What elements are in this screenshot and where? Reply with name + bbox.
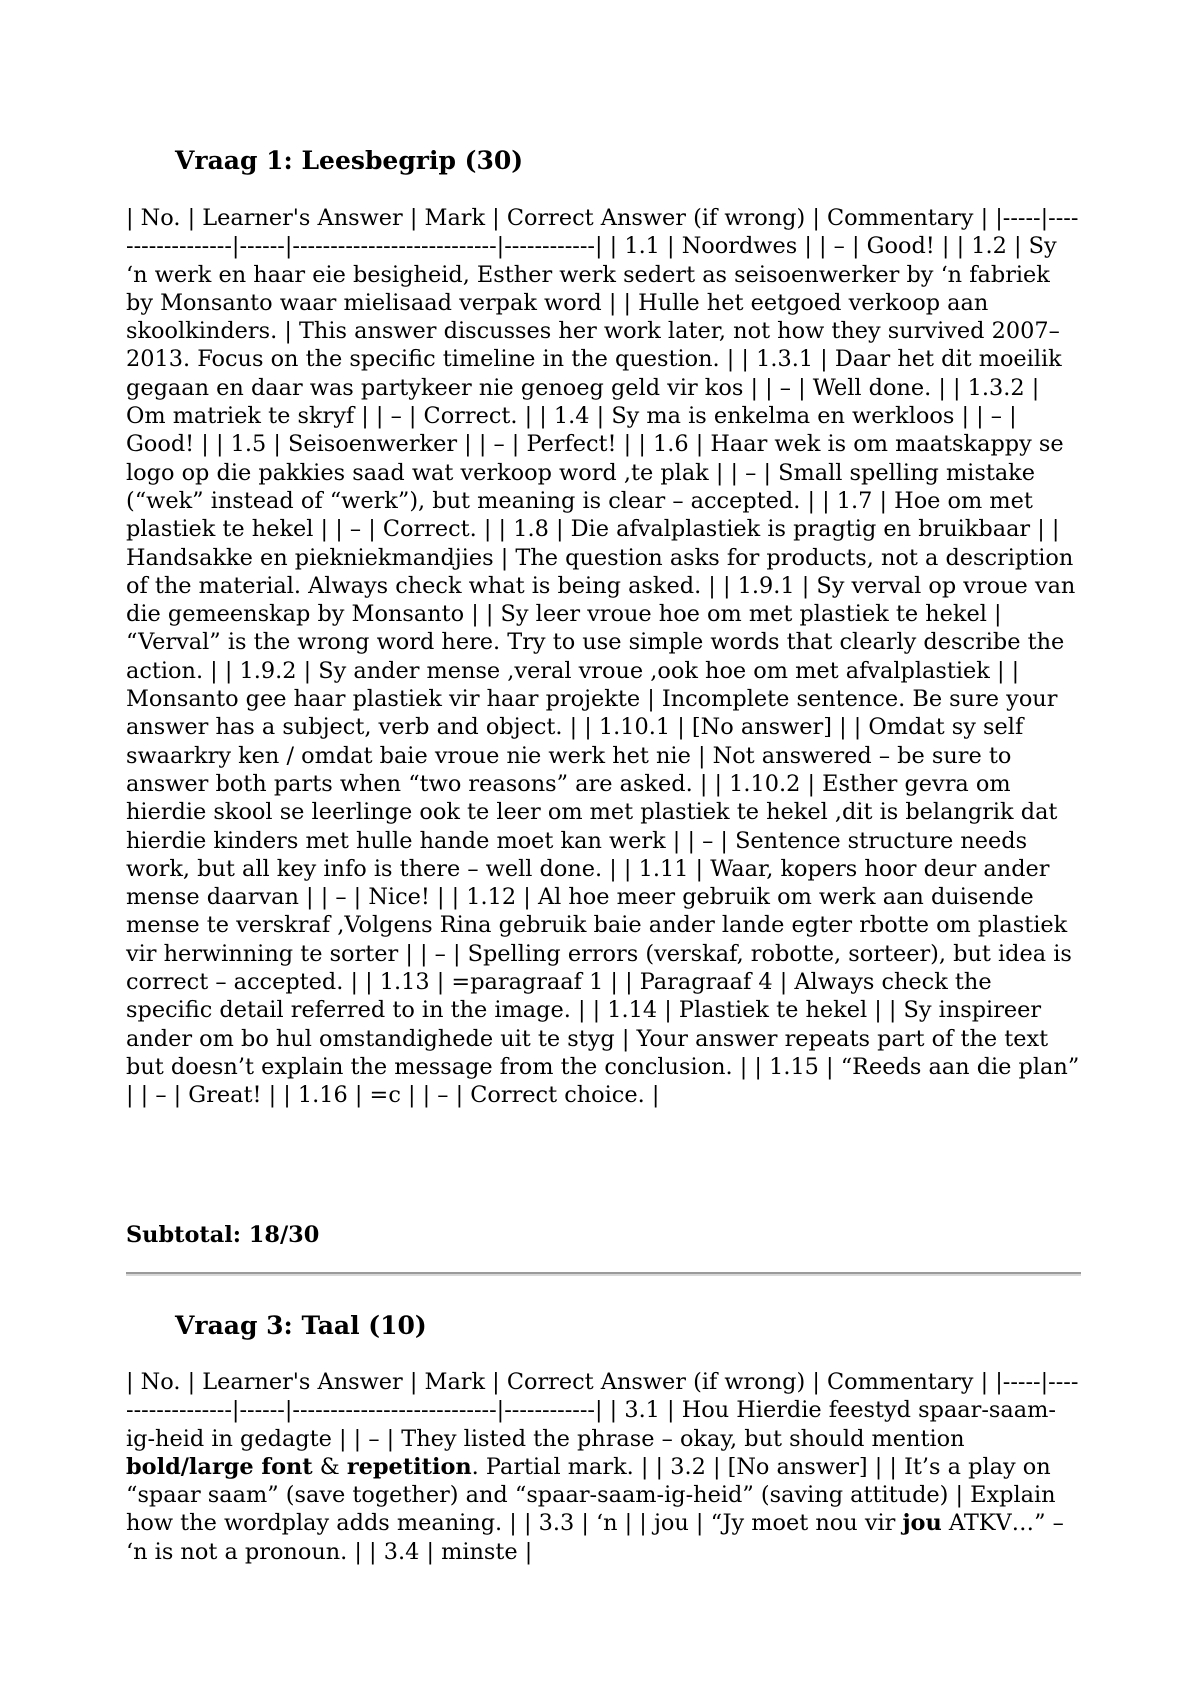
q3-text-part-3: ATKV…” – ‘n is not a pronoun. | | 3.4 | minste | (126, 1510, 1064, 1565)
section-heading-vraag-3: Vraag 3: Taal (10) (175, 1311, 427, 1340)
q3-text-ampersand: & (312, 1453, 347, 1480)
q3-marking-table-text (126, 1368, 1081, 1566)
q3-bold-repetition-term: repetition (346, 1453, 472, 1480)
q3-text-part-2: . Partial mark. | | 3.2 | [No answer] | | It’s a play on “spaar saam” (save together) and “spaar-saam-ig-heid” (saving attitude) | Explain how the wordplay adds meaning. | | 3.3 | ‘n | | jou | “Jy moet nou vir (126, 1453, 1056, 1537)
q3-text-part-1: | No. | Learner's Answer | Mark | Correct Answer (if wrong) | Commentary | |-----|------------------|------|---------------------------|------------| | 3.1 | Hou Hierdie feestyd spaar-saam-ig-heid in gedagte | | – | They listed the phrase – okay, but should mention (126, 1369, 1079, 1452)
q1-marking-table-text: | No. | Learner's Answer | Mark | Correct Answer (if wrong) | Commentary | |-----|------------------|------|---------------------------|------------| | 1.1 | Noordwes | | – | Good! | | 1.2 | Sy ‘n werk en haar eie besigheid, Esther werk sedert as seisoenwerker by ‘n fabriek by Monsanto waar mielisaad verpak word | | Hulle het eetgoed verkoop aan skoolkinders. | This answer discusses her work later, not how they survived 2007–2013. Focus on the specific timeline in the question. | | 1.3.1 | Daar het dit moeilik gegaan en daar was partykeer nie genoeg geld vir kos | | – | Well done. | | 1.3.2 | Om matriek te skryf | | – | Correct. | | 1.4 | Sy ma is enkelma en werkloos | | – | Good! | | 1.5 | Seisoenwerker | | – | Perfect! | | 1.6 | Haar wek is om maatskappy se logo op die pakkies saad wat verkoop word ,te plak | | – | Small spelling mistake (“wek” instead of “werk”), but meaning is clear – accepted. | | 1.7 | Hoe om met plastiek te hekel | | – | Correct. | | 1.8 | Die afvalplastiek is pragtig en bruikbaar | | Handsakke en piekniekmandjies | The question asks for products, not a description of the material. Always check what is being asked. | | 1.9.1 | Sy verval op vroue van die gemeenskap by Monsanto | | Sy leer vroue hoe om met plastiek te hekel | “Verval” is the wrong word here. Try to use simple words that clearly describe the action. | | 1.9.2 | Sy ander mense ,veral vroue ,ook hoe om met afvalplastiek | | Monsanto gee haar plastiek vir haar projekte | Incomplete sentence. Be sure your answer has a subject, verb and object. | | 1.10.1 | [No answer] | | Omdat sy self swaarkry ken / omdat baie vroue nie werk het nie | Not answered – be sure to answer both parts when “two reasons” are asked. | | 1.10.2 | Esther gevra om hierdie skool se leerlinge ook te leer om met plastiek te hekel ,dit is belangrik dat hierdie kinders met hulle hande moet kan werk | | – | Sentence structure needs work, but all key info is there – well done. | | 1.11 | Waar, kopers hoor deur ander mense daarvan | | – | Nice! | | 1.12 | Al hoe meer gebruik om werk aan duisende mense te verskraf ,Volgens Rina gebruik baie ander lande egter rbotte om plastiek vir herwinning te sorter | | – | Spelling errors (verskaf, robotte, sorteer), but idea is correct – accepted. | | 1.13 | =paragraaf 1 | | Paragraaf 4 | Always check the specific detail referred to in the image. | | 1.14 | Plastiek te hekel | | Sy inspireer ander om bo hul omstandighede uit te styg | Your answer repeats part of the text but doesn’t explain the message from the conclusion. | | 1.15 | “Reeds aan die plan” | | – | Great! | | 1.16 | =c | | – | Correct choice. | (126, 205, 1080, 1109)
q3-bold-jou-term: jou (902, 1510, 942, 1537)
section-heading-vraag-1: Vraag 1: Leesbegrip (30) (175, 146, 524, 175)
horizontal-rule (126, 1272, 1081, 1276)
q1-subtotal: Subtotal: 18/30 (126, 1222, 320, 1248)
q3-bold-font-term: bold/large font (126, 1453, 313, 1480)
